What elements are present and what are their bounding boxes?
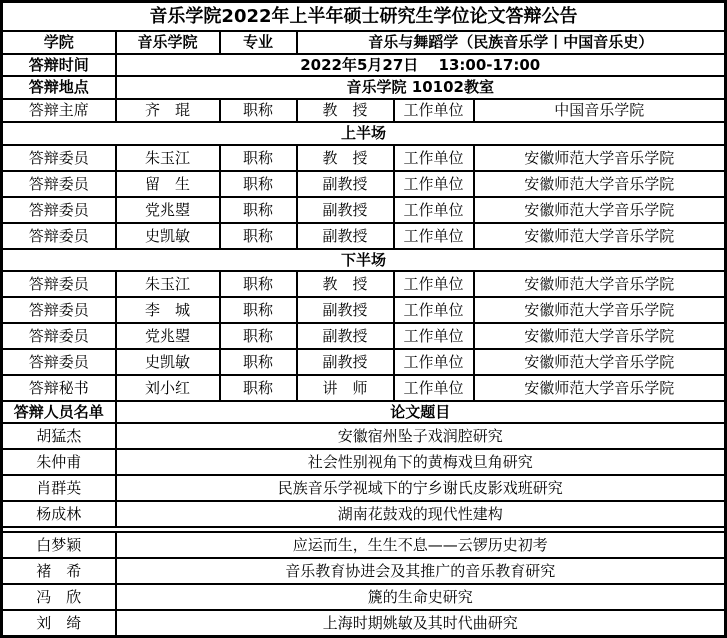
college-value: 音乐学院 — [116, 31, 220, 54]
committee-row — [2, 349, 726, 375]
time-label: 答辩时间 — [2, 54, 116, 76]
page-title: 音乐学院2022年上半年硕士研究生学位论文答辩公告 — [2, 2, 726, 32]
student-row — [2, 584, 726, 610]
venue-row — [2, 76, 726, 99]
member-rank: 副教授 — [297, 349, 394, 375]
unit-label: 工作单位 — [394, 171, 474, 197]
rank-label: 职称 — [220, 223, 297, 249]
college-label: 学院 — [2, 31, 116, 54]
unit-label: 工作单位 — [394, 197, 474, 223]
time-value: 2022年5月27日 13:00-17:00 — [116, 54, 726, 76]
student-name: 褚 希 — [2, 558, 116, 584]
member-role: 答辩秘书 — [2, 375, 116, 401]
student-row — [2, 558, 726, 584]
thesis-title: 音乐教育协进会及其推广的音乐教育研究 — [116, 558, 726, 584]
member-name: 史凯敏 — [116, 223, 220, 249]
unit-label: 工作单位 — [394, 223, 474, 249]
member-unit: 安徽师范大学音乐学院 — [474, 323, 726, 349]
student-name: 杨成林 — [2, 501, 116, 527]
thesis-title: 湖南花鼓戏的现代性建构 — [116, 501, 726, 527]
secretary-row — [2, 375, 726, 401]
chair-rank: 教 授 — [297, 99, 394, 122]
unit-label: 工作单位 — [394, 375, 474, 401]
student-row — [2, 475, 726, 501]
student-row — [2, 532, 726, 558]
member-unit: 安徽师范大学音乐学院 — [474, 223, 726, 249]
member-rank: 教 授 — [297, 271, 394, 297]
chair-row — [2, 99, 726, 122]
student-name: 白梦颖 — [2, 532, 116, 558]
student-row — [2, 423, 726, 449]
rank-label: 职称 — [220, 323, 297, 349]
member-rank: 副教授 — [297, 197, 394, 223]
member-name: 刘小红 — [116, 375, 220, 401]
session-1-header: 上半场 — [2, 122, 726, 145]
unit-label: 工作单位 — [394, 271, 474, 297]
chair-unit: 中国音乐学院 — [474, 99, 726, 122]
major-value: 音乐与舞蹈学（民族音乐学丨中国音乐史） — [297, 31, 726, 54]
student-row — [2, 610, 726, 637]
member-role: 答辩委员 — [2, 171, 116, 197]
chair-role: 答辩主席 — [2, 99, 116, 122]
rank-label: 职称 — [220, 197, 297, 223]
member-name: 朱玉江 — [116, 145, 220, 171]
committee-row — [2, 223, 726, 249]
thesis-title: 安徽宿州坠子戏润腔研究 — [116, 423, 726, 449]
member-role: 答辩委员 — [2, 323, 116, 349]
member-rank: 教 授 — [297, 145, 394, 171]
rank-label: 职称 — [220, 271, 297, 297]
student-name: 刘 绮 — [2, 610, 116, 637]
student-row — [2, 449, 726, 475]
venue-value: 音乐学院 10102教室 — [116, 76, 726, 99]
member-name: 党兆曌 — [116, 323, 220, 349]
member-unit: 安徽师范大学音乐学院 — [474, 145, 726, 171]
session-header-row — [2, 249, 726, 271]
member-role: 答辩委员 — [2, 145, 116, 171]
thesis-header: 论文题目 — [116, 401, 726, 423]
rank-label: 职称 — [220, 349, 297, 375]
rank-label: 职称 — [220, 171, 297, 197]
member-rank: 副教授 — [297, 297, 394, 323]
member-role: 答辩委员 — [2, 271, 116, 297]
member-name: 史凯敏 — [116, 349, 220, 375]
time-row — [2, 54, 726, 76]
unit-label: 工作单位 — [394, 349, 474, 375]
member-role: 答辩委员 — [2, 197, 116, 223]
students-name-header: 答辩人员名单 — [2, 401, 116, 423]
chair-name: 齐 琨 — [116, 99, 220, 122]
member-unit: 安徽师范大学音乐学院 — [474, 297, 726, 323]
unit-label: 工作单位 — [394, 323, 474, 349]
students-header-row — [2, 401, 726, 423]
member-unit: 安徽师范大学音乐学院 — [474, 349, 726, 375]
student-row — [2, 501, 726, 527]
student-name: 冯 欣 — [2, 584, 116, 610]
member-unit: 安徽师范大学音乐学院 — [474, 171, 726, 197]
unit-label: 工作单位 — [394, 297, 474, 323]
member-rank: 副教授 — [297, 171, 394, 197]
thesis-title: 民族音乐学视域下的宁乡谢氏皮影戏班研究 — [116, 475, 726, 501]
student-name: 朱仲甫 — [2, 449, 116, 475]
thesis-title: 上海时期姚敏及其时代曲研究 — [116, 610, 726, 637]
rank-label: 职称 — [220, 145, 297, 171]
student-name: 肖群英 — [2, 475, 116, 501]
member-unit: 安徽师范大学音乐学院 — [474, 271, 726, 297]
session-2-header: 下半场 — [2, 249, 726, 271]
committee-row — [2, 297, 726, 323]
unit-label: 工作单位 — [394, 145, 474, 171]
unit-label: 工作单位 — [394, 99, 474, 122]
title-row — [2, 2, 726, 32]
member-name: 李 城 — [116, 297, 220, 323]
rank-label: 职称 — [220, 99, 297, 122]
member-role: 答辩委员 — [2, 349, 116, 375]
committee-row — [2, 271, 726, 297]
committee-row — [2, 171, 726, 197]
member-unit: 安徽师范大学音乐学院 — [474, 375, 726, 401]
rank-label: 职称 — [220, 297, 297, 323]
college-major-row — [2, 31, 726, 54]
member-name: 党兆曌 — [116, 197, 220, 223]
member-name: 留 生 — [116, 171, 220, 197]
member-role: 答辩委员 — [2, 297, 116, 323]
committee-row — [2, 145, 726, 171]
student-name: 胡猛杰 — [2, 423, 116, 449]
committee-row — [2, 323, 726, 349]
committee-row — [2, 197, 726, 223]
thesis-title: 篪的生命史研究 — [116, 584, 726, 610]
major-label: 专业 — [220, 31, 297, 54]
member-role: 答辩委员 — [2, 223, 116, 249]
thesis-title: 社会性别视角下的黄梅戏旦角研究 — [116, 449, 726, 475]
venue-label: 答辩地点 — [2, 76, 116, 99]
member-rank: 副教授 — [297, 223, 394, 249]
rank-label: 职称 — [220, 375, 297, 401]
member-name: 朱玉江 — [116, 271, 220, 297]
session-header-row — [2, 122, 726, 145]
thesis-title: 应运而生，生生不息——云锣历史初考 — [116, 532, 726, 558]
member-unit: 安徽师范大学音乐学院 — [474, 197, 726, 223]
member-rank: 讲 师 — [297, 375, 394, 401]
member-rank: 副教授 — [297, 323, 394, 349]
